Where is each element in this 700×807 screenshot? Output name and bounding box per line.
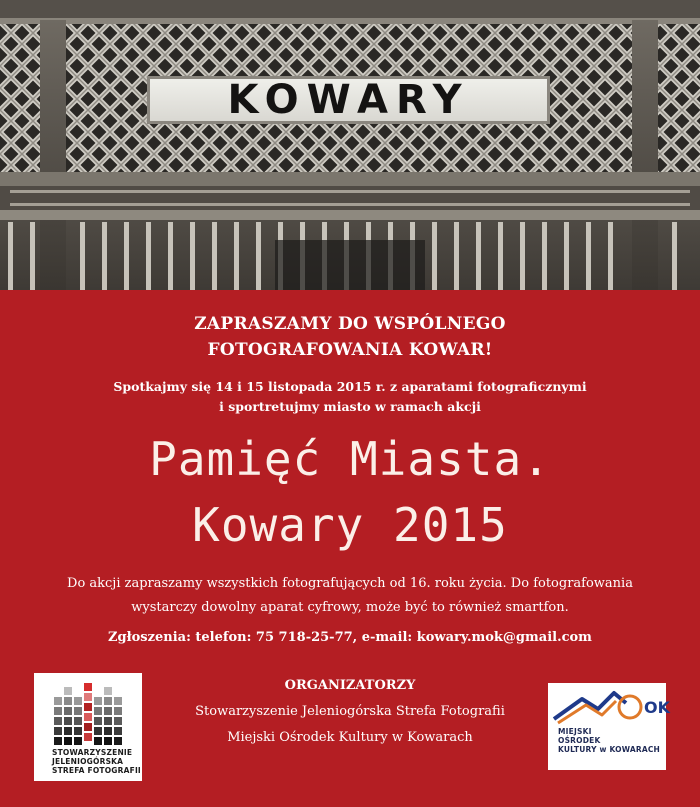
description-line-1: Do akcji zapraszamy wszystkich fotografujących od 16. roku życia. Do fotografowania <box>67 576 633 591</box>
pixel-castle-logo-icon <box>54 683 124 745</box>
event-title-line-1: Pamięć Miasta. <box>149 432 551 486</box>
headline-line-2: FOTOGRAFOWANIA KOWAR! <box>207 340 493 360</box>
mok-logo-mark: OK <box>644 698 670 717</box>
station-sign-text: KOWARY <box>227 77 470 123</box>
event-title-line-2: Kowary 2015 <box>192 498 508 552</box>
station-photo <box>0 0 700 290</box>
description-line-2: wystarczy dowolny aparat cyfrowy, może być to również smartfon. <box>131 600 569 615</box>
contact-info: Zgłoszenia: telefon: 75 718-25-77, e-mail: kowary.mok@gmail.com <box>108 630 592 645</box>
lattice-photo-image <box>0 0 700 290</box>
station-sign <box>147 76 550 124</box>
jsf-logo-line-3: STREFA FOTOGRAFII <box>52 766 141 775</box>
jsf-logo-line-2: JELENIOGÓRSKA <box>52 757 124 766</box>
headline-line-1: ZAPRASZAMY DO WSPÓLNEGO <box>194 314 506 334</box>
subtitle-line-2: i sportretujmy miasto w ramach akcji <box>219 399 481 414</box>
mok-logo-line-3: KULTURY w KOWARACH <box>558 745 661 754</box>
mok-logo <box>548 683 670 770</box>
organizer-1: Stowarzyszenie Jeleniogórska Strefa Fotografii <box>195 704 505 719</box>
jsf-logo <box>34 673 142 781</box>
mok-logo-line-1: MIEJSKI <box>558 727 592 736</box>
subtitle-line-1: Spotkajmy się 14 i 15 listopada 2015 r. z aparatami fotograficznymi <box>113 379 587 394</box>
jsf-logo-line-1: STOWARZYSZENIE <box>52 748 133 757</box>
mok-logo-line-2: OŚRODEK <box>558 736 601 745</box>
organizers-title: ORGANIZATORZY <box>284 678 416 693</box>
organizer-2: Miejski Ośrodek Kultury w Kowarach <box>227 730 473 745</box>
